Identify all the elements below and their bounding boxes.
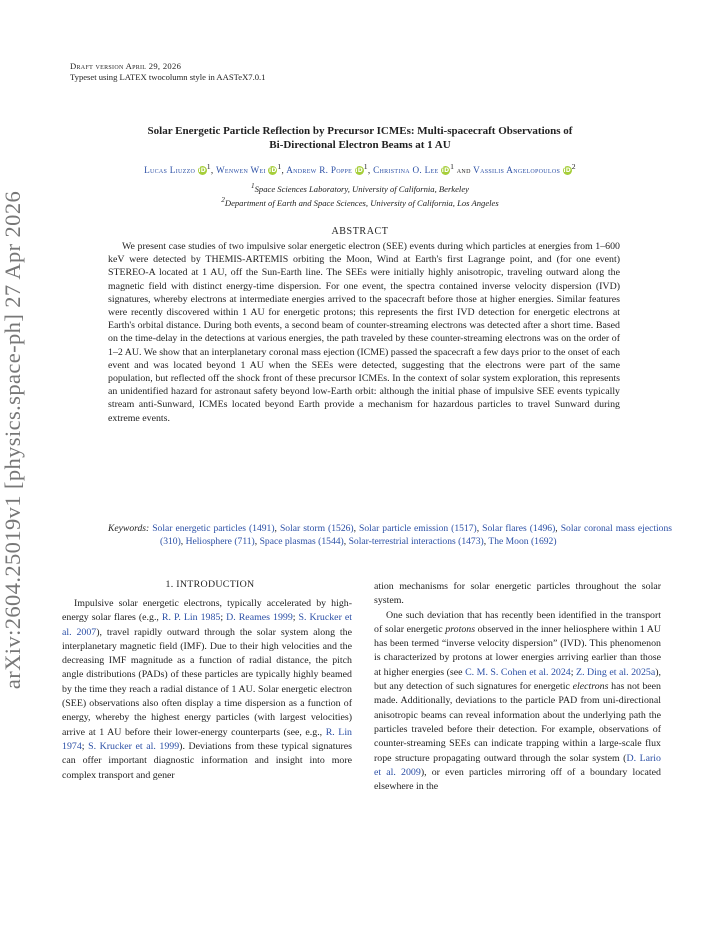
citation-link[interactable]: R. P. Lin 1985 bbox=[161, 612, 221, 624]
keyword-link[interactable]: Solar-terrestrial interactions (1473) bbox=[348, 536, 484, 548]
text-run: Impulsive solar energetic electrons, typically accelerated by high-energy solar flares (e.g., bbox=[62, 598, 352, 624]
author-and: and bbox=[454, 165, 474, 176]
keyword-link[interactable]: Solar energetic particles (1491) bbox=[152, 523, 275, 534]
keywords-label: Keywords: bbox=[108, 523, 153, 534]
keyword-link[interactable]: The Moon (1692) bbox=[488, 536, 557, 548]
text-run: observed in the inner heliosphere within 1 AU has been termed “inverse velocity dispersion” (IVD). This phenomenon is characterized by protons at lower energies arriving earlier than those at higher energies (see bbox=[374, 623, 661, 678]
orcid-icon[interactable]: iD bbox=[563, 167, 572, 175]
author-affil-marker: 1 bbox=[450, 162, 455, 171]
orcid-icon[interactable]: iD bbox=[355, 167, 364, 175]
text-run: ; bbox=[570, 666, 577, 678]
citation-link[interactable]: C. M. S. Cohen et al. 2024 bbox=[465, 666, 571, 678]
text-run: ; bbox=[292, 612, 299, 624]
author-affil-marker: 1 bbox=[277, 162, 282, 171]
emphasis: protons bbox=[445, 623, 476, 635]
paper-title: Solar Energetic Particle Reflection by Precursor ICMEs: Multi-spacecraft Observations of Bi-Directional Electron Beams at 1 AU bbox=[147, 125, 573, 151]
citation-link[interactable]: D. Reames 1999 bbox=[226, 612, 293, 624]
keywords: Keywords: Solar energetic particles (1491), Solar storm (1526), Solar particle emission (1517), Solar flares (1496), Solar coronal mass ejections (310), Heliosphere (711), Space plasmas (1544), Solar-terrestrial interactions (1473), The Moon (1692) bbox=[108, 523, 673, 548]
author-name[interactable]: Vassilis Angelopoulos bbox=[473, 165, 563, 176]
citation-link[interactable]: D. Lario et al. 2009 bbox=[374, 752, 661, 778]
author-name[interactable]: Andrew R. Poppe bbox=[286, 165, 355, 176]
author-affil-marker: 1 bbox=[206, 162, 211, 171]
affiliation-2: $^2$Department of Earth and Space Sciences, University of California, Los Angeles bbox=[221, 196, 499, 208]
author-name[interactable]: Wenwen Wei bbox=[215, 165, 269, 176]
citation-link[interactable]: S. Krucker et al. 1999 bbox=[88, 740, 180, 752]
keyword-link[interactable]: Solar particle emission (1517) bbox=[359, 523, 477, 534]
emphasis: electrons bbox=[572, 681, 609, 693]
citation-link[interactable]: R. Lin 1974 bbox=[62, 726, 352, 752]
text-run: ; bbox=[81, 740, 89, 752]
intro-paragraph-1-continued: ation mechanisms for solar energetic particles throughout the solar system. bbox=[374, 581, 661, 607]
affiliation-1: $^1$Space Sciences Laboratory, University of California, Berkeley bbox=[251, 182, 469, 194]
keyword-link[interactable]: Solar coronal mass ejections (310) bbox=[160, 523, 673, 548]
left-column bbox=[62, 597, 352, 783]
keyword-link[interactable]: Solar storm (1526) bbox=[279, 523, 354, 534]
intro-paragraph-1 bbox=[62, 597, 352, 783]
author-affil-marker: 2 bbox=[571, 162, 576, 171]
arxiv-stamp: arXiv:2604.25019v1 [physics.space-ph] 27 Apr 2026 bbox=[0, 190, 25, 690]
citation-link[interactable]: S. Krucker et al. 2007 bbox=[62, 612, 352, 638]
intro-paragraph-2 bbox=[374, 609, 661, 795]
abstract-heading: ABSTRACT bbox=[331, 226, 389, 237]
orcid-icon[interactable]: iD bbox=[198, 167, 207, 175]
citation-link[interactable]: Z. Ding et al. 2025a bbox=[576, 666, 656, 678]
keyword-link[interactable]: Space plasmas (1544) bbox=[259, 536, 344, 548]
keyword-link[interactable]: Solar flares (1496) bbox=[482, 523, 556, 534]
author-name[interactable]: Lucas Liuzzo bbox=[144, 165, 198, 176]
text-run: ). Deviations from these typical signatures can offer important diagnostic information and insight into more complex transport and gener bbox=[62, 740, 352, 781]
text-run: One such deviation that has recently been identified in the transport of solar energetic bbox=[374, 609, 661, 635]
author-list: Lucas Liuzzo $iD^1$, Wenwen Wei $iD^1$, Andrew R. Poppe $iD^1$, Christina O. Lee $iD^1$ and Vassilis Angelopoulos $iD^2$ bbox=[144, 162, 576, 176]
right-column bbox=[374, 580, 661, 794]
keyword-link[interactable]: Heliosphere (711) bbox=[185, 536, 255, 548]
text-run: ; bbox=[220, 612, 227, 624]
text-run: has not been made. Additionally, deviations to the particle PAD from uni-directional anisotropic beams can reveal information about the underlying path the particles traveled before their detection. For example, observations of counter-streaming SEEs can indicate trapping within a large-scale flux rope structure propagating outward through the solar system ( bbox=[374, 681, 661, 764]
page-header bbox=[70, 61, 265, 83]
author-name[interactable]: Christina O. Lee bbox=[373, 165, 442, 176]
abstract-text: We present case studies of two impulsive solar energetic electron (SEE) events during which particles at energies from 1–600 keV were detected by THEMIS-ARTEMIS orbiting the Moon, Wind at Earth's first Lagrange point, and (for one event) STEREO-A located at 1 AU, off the Sun-Earth line. The SEEs were initially highly anisotropic, traveling outward along the magnetic field with distinct energy-time dispersion. For one event, the spectra contained inverse velocity dispersion (IVD) signatures, whereby electrons at intermediate energies arrived to the spacecraft before those at higher energies. Similar features were recently discovered within 1 AU for energetic protons; this represents the first IVD detection for energetic electrons at Earth's orbital distance. During both events, a second beam of counter-streaming electrons was detected after a short time. Based on the time-delay in the detections at various energies, the path traveled by these counter-streaming electrons was on the order of 1–2 AU. We show that an interplanetary coronal mass ejection (ICME) passed the spacecraft a few days prior to the onset of each event and was located beyond 1 AU when the SEEs were detected, suggesting that the electrons were part of the same population, but reflected off the shock front of these precursor ICMEs. In the context of solar system exploration, this represents an unidentified hazard for astronaut safety beyond low-Earth orbit: although the initial phase of impulsive SEE events typically stream anti-Sunward, ICMEs located beyond Earth provide a mechanism for hazardous particles to travel Sunward during extreme events. bbox=[108, 241, 620, 424]
typeset-note: Typeset using LATEX twocolumn style in AASTeX7.0.1 bbox=[70, 72, 266, 82]
text-run: ), but any detection of such signatures for energetic bbox=[374, 666, 661, 693]
author-affil-marker: 1 bbox=[363, 162, 368, 171]
text-run: ), or even particles mirroring off of a boundary located elsewhere in the bbox=[374, 766, 661, 793]
draft-version: Draft version April 29, 2026 bbox=[70, 61, 182, 71]
section-heading: 1. INTRODUCTION bbox=[165, 579, 255, 590]
text-run: ), travel rapidly outward through the solar system along the interplanetary magnetic field (IMF). Due to their high velocities and the decreasing IMF magnitude as a function of radial distance, the pitch angle distributions (PADs) of these particles are typically highly beamed by the time they reach a radial distance of 1 AU. Solar energetic electron (SEE) observations also often display a time dispersion as a function of energy, whereby the highest energy particles (with largest velocities) arrive at 1 AU before their lower-energy counterparts (see, e.g., bbox=[62, 626, 352, 738]
orcid-icon[interactable]: iD bbox=[441, 167, 450, 175]
orcid-icon[interactable]: iD bbox=[269, 167, 277, 175]
